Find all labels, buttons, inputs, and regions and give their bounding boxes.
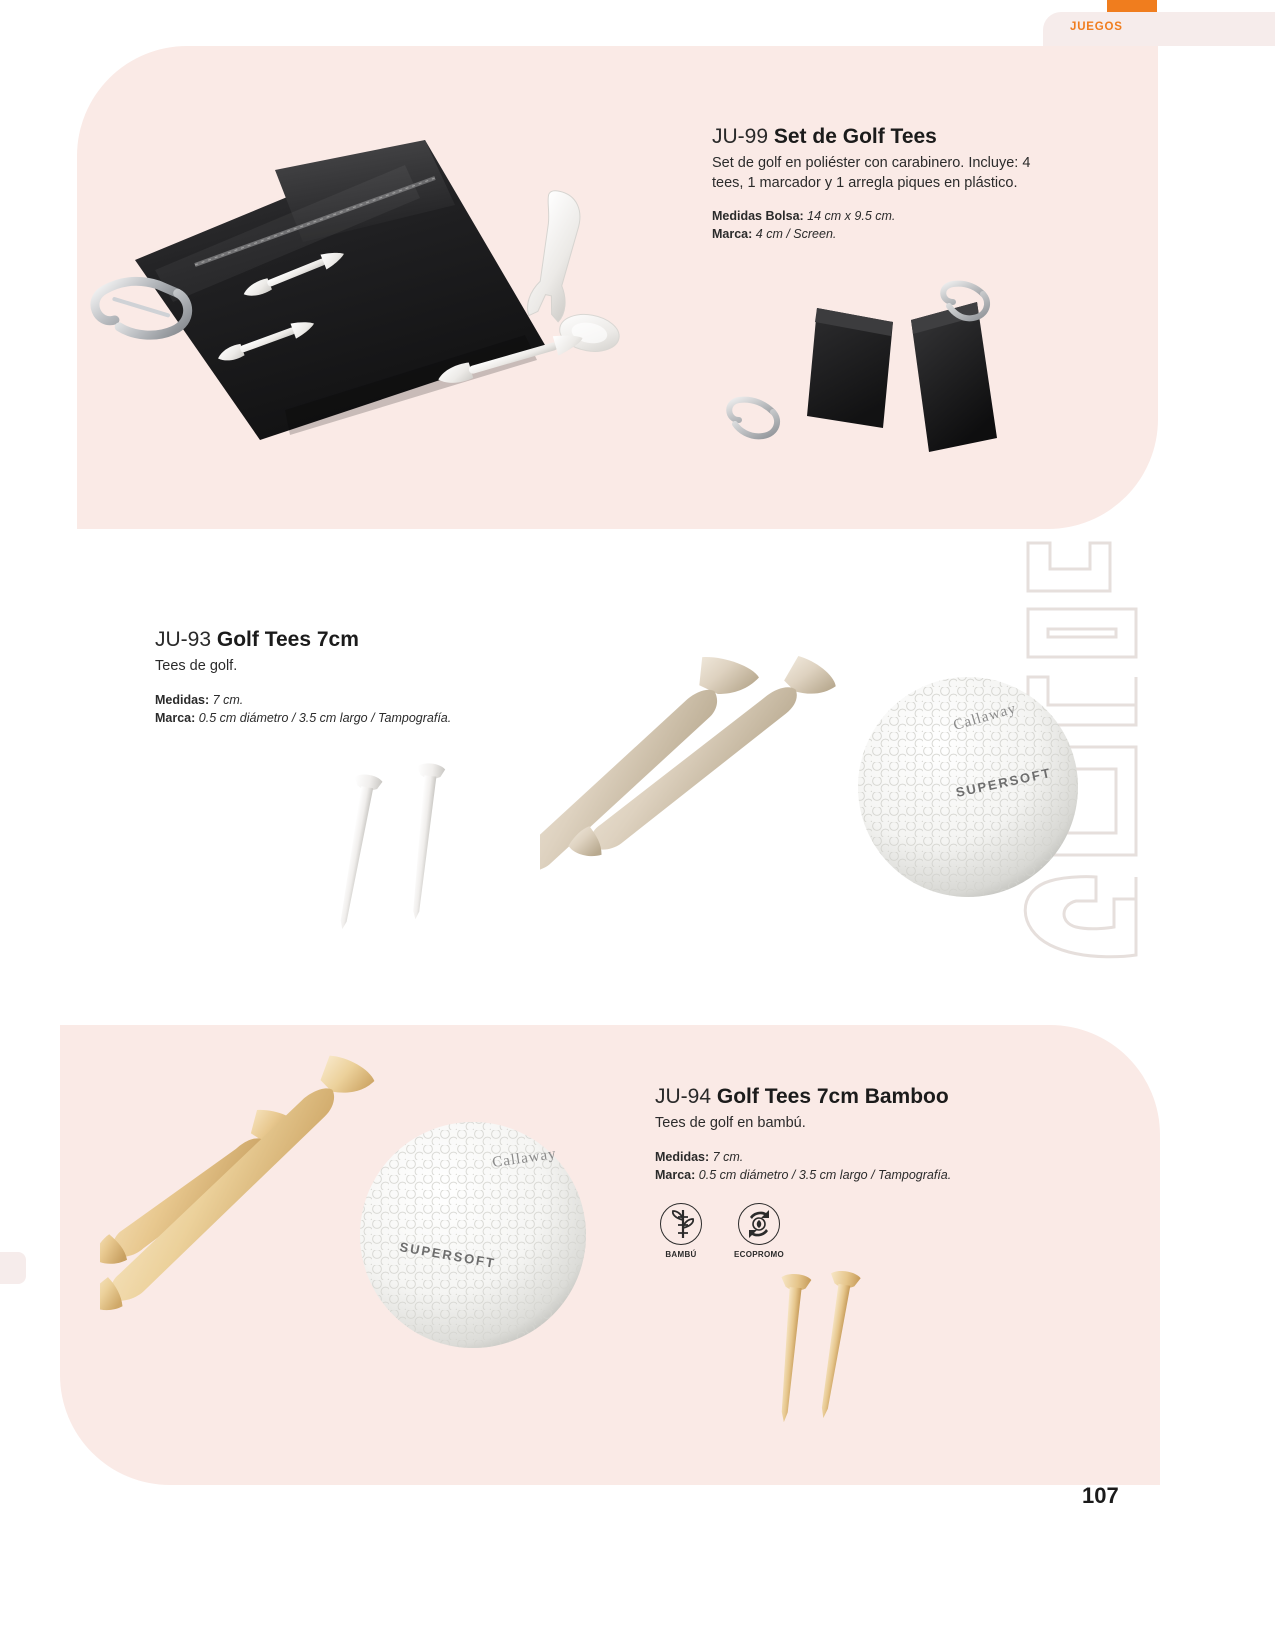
product-photo-ju94-small-tees	[770, 1265, 890, 1445]
product-info-ju94	[655, 1085, 951, 1184]
product-code-ju99: JU-99	[712, 125, 769, 148]
product-code-ju94: JU-94	[655, 1085, 712, 1108]
page-number: 107	[1082, 1483, 1119, 1508]
spec-row	[155, 709, 451, 727]
product-description-ju93: Tees de golf.	[155, 658, 238, 675]
spec-value: 14 cm x 9.5 cm.	[807, 209, 896, 224]
product-title-ju99	[712, 125, 1042, 149]
product-description-ju94: Tees de golf en bambú.	[655, 1115, 806, 1132]
svg-text:SUPERSOFT: SUPERSOFT	[398, 1239, 498, 1271]
product-title-ju93	[155, 628, 451, 652]
svg-text:Callaway: Callaway	[951, 700, 1019, 734]
product-name-ju93: Golf Tees 7cm	[216, 628, 359, 651]
spec-value: 4 cm / Screen.	[755, 227, 837, 242]
product-info-ju99	[712, 125, 1042, 244]
spec-label: Marca:	[655, 1167, 696, 1182]
product-description-ju99: Set de golf en poliéster con carabinero. Incluye: 4 tees, 1 marcador y 1 arregla piques en plástico.	[712, 155, 1031, 191]
badge-ecopromo	[731, 1203, 787, 1259]
badge-ecopromo-caption: ECOPROMO	[734, 1250, 784, 1259]
badge-bamboo-caption: BAMBÚ	[665, 1250, 697, 1259]
badge-bamboo	[653, 1203, 709, 1259]
category-tab-label: JUEGOS	[1070, 21, 1123, 33]
spec-value: 0.5 cm diámetro / 3.5 cm largo / Tampografía.	[198, 710, 452, 725]
spec-label: Marca:	[712, 227, 753, 242]
product-specs-ju99	[712, 207, 1042, 243]
left-edge-tab	[0, 1252, 26, 1284]
spec-label: Medidas:	[155, 692, 210, 707]
product-photo-ju93-small-tees	[330, 760, 510, 960]
spec-value: 7 cm.	[212, 692, 244, 707]
product-photo-ju99-secondary	[715, 280, 1025, 480]
product-photo-ju93-large-tees	[540, 590, 900, 910]
spec-label: Medidas:	[655, 1149, 710, 1164]
spec-row	[712, 207, 1042, 225]
product-name-ju94: Golf Tees 7cm Bamboo	[716, 1085, 949, 1108]
product-info-ju93	[155, 628, 451, 727]
category-tab-bar	[0, 0, 1275, 52]
spec-row	[155, 691, 451, 709]
spec-label: Medidas Bolsa:	[712, 209, 804, 224]
product-name-ju99: Set de Golf Tees	[773, 125, 937, 148]
spec-row	[655, 1166, 951, 1184]
bamboo-icon	[660, 1203, 702, 1245]
product-code-ju93: JU-93	[155, 628, 212, 651]
spec-value: 7 cm.	[712, 1149, 744, 1164]
eco-badges-ju94	[653, 1203, 787, 1259]
golf-ball-ju93	[855, 672, 1085, 902]
ecopromo-icon	[738, 1203, 780, 1245]
product-specs-ju94	[655, 1148, 951, 1184]
spec-label: Marca:	[155, 710, 196, 725]
product-photo-ju99-main	[75, 110, 715, 490]
spec-value: 0.5 cm diámetro / 3.5 cm largo / Tampografía.	[698, 1167, 952, 1182]
product-title-ju94	[655, 1085, 951, 1109]
svg-text:Callaway: Callaway	[491, 1146, 558, 1171]
tab-accent-bar	[1107, 0, 1157, 12]
spec-row	[712, 225, 1042, 243]
golf-ball-ju94	[355, 1115, 595, 1355]
product-specs-ju93	[155, 691, 451, 727]
golf-ball-brand-text: SUPERSOFT	[954, 764, 1053, 800]
spec-row	[655, 1148, 951, 1166]
